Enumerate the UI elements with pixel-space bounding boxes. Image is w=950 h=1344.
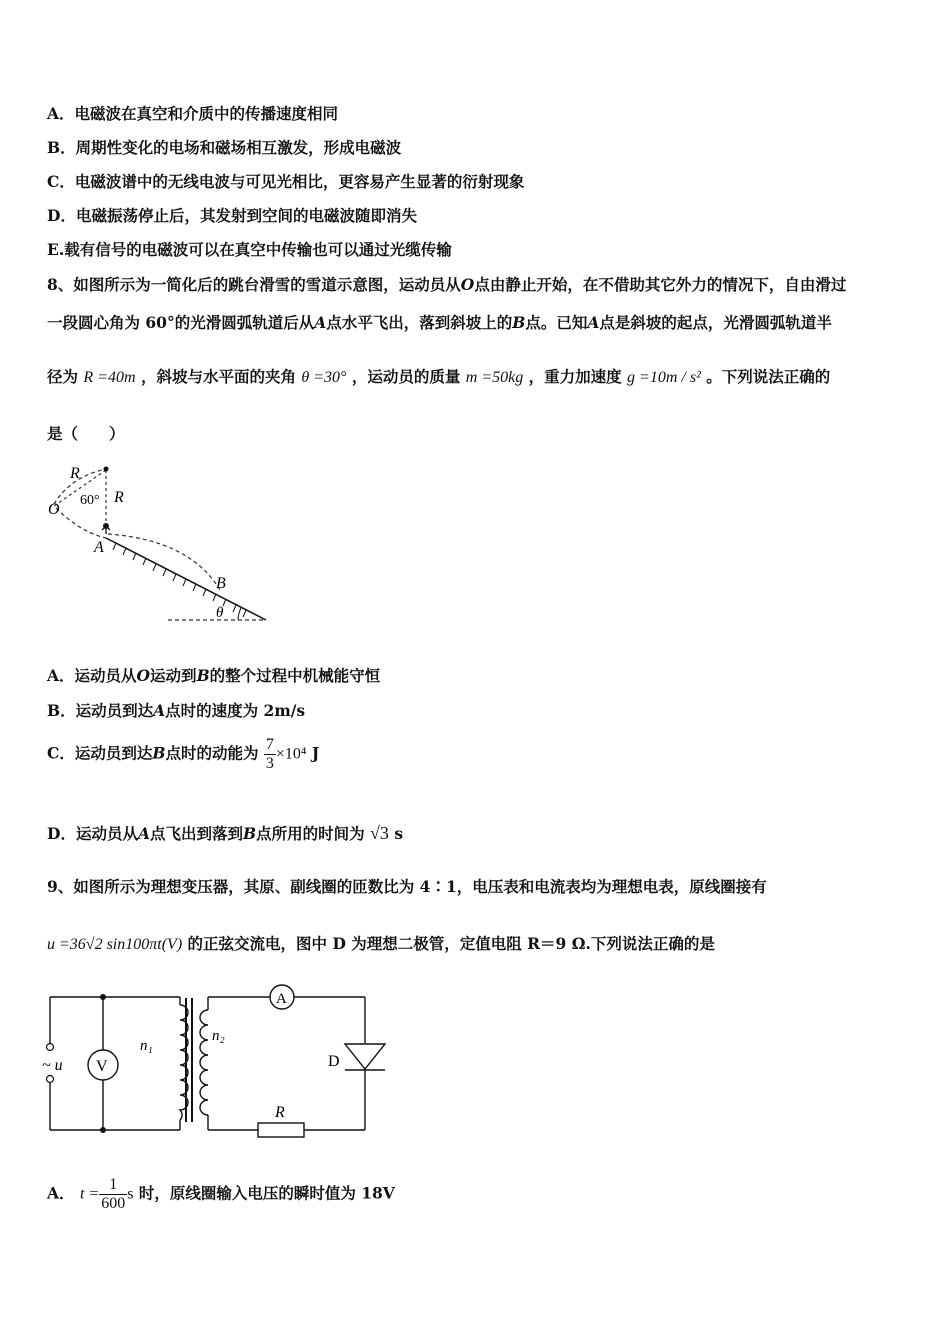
q8-text: 径为 [47, 367, 79, 386]
q8-stem-line2 [47, 311, 832, 333]
label-d: D [328, 1053, 340, 1070]
math-angle: θ =30° [301, 369, 347, 386]
q9-text: A． [47, 1183, 75, 1203]
q9-option-a [47, 1176, 395, 1213]
q8-stem-line1 [47, 273, 846, 295]
label-u: ~ u [42, 1057, 63, 1074]
q8-text: s [394, 824, 404, 843]
diode-icon [345, 1044, 385, 1069]
projectile-path [108, 534, 220, 590]
time-unit: s [127, 1185, 134, 1203]
q8-point-a: A [587, 313, 600, 332]
q8-point-b: B [196, 666, 210, 685]
q8-point-b: B [243, 824, 257, 843]
skier-icon [102, 526, 110, 534]
q8-point-a: A [137, 824, 150, 843]
power-of-ten: ×10⁴ [275, 745, 307, 763]
label-r-top: R [70, 465, 80, 482]
circular-arc-track [56, 508, 106, 538]
q8-text: C．运动员到达 [47, 743, 153, 763]
label-a: A [94, 539, 104, 556]
q8-point-b: B [152, 743, 166, 763]
q8-text: 点水平飞出，落到斜坡上的 [326, 313, 513, 332]
q8-point-o: O [136, 666, 151, 685]
q8-option-c [47, 736, 319, 773]
input-terminal [47, 1044, 54, 1051]
arc-center-dot [104, 467, 109, 472]
label-r: R [275, 1104, 285, 1121]
fraction-numerator: 7 [265, 736, 274, 753]
q8-text: 点。已知 [525, 313, 588, 332]
label-b: B [216, 575, 226, 592]
math-gravity: g =10m / s² [627, 369, 701, 386]
q9-text: 时，原线圈输入电压的瞬时值为 18V [138, 1183, 395, 1203]
q8-point-a: A [314, 313, 327, 332]
fraction-1-600 [99, 1176, 127, 1213]
q8-text: B．运动员到达 [47, 701, 154, 720]
q7-option-a: A．电磁波在真空和介质中的传播速度相同 [47, 104, 339, 123]
q8-stem-line4: 是（ ） [47, 424, 125, 443]
q9-stem-line2 [47, 932, 715, 954]
fraction-denominator: 3 [265, 755, 274, 772]
label-n2: n₂ [212, 1028, 225, 1044]
label-n1: n₁ [140, 1038, 153, 1054]
transformer-circuit-diagram [40, 980, 400, 1145]
q8-option-d [47, 822, 403, 844]
q8-option-b [47, 699, 305, 721]
q8-text: D．运动员从 [47, 824, 138, 843]
slope-hatching [113, 543, 246, 617]
math-radius: R =40m [83, 369, 136, 386]
angle-arc [238, 608, 241, 620]
q8-text: 点所用的时间为 [256, 824, 365, 843]
label-60-degrees: 60° [80, 493, 100, 508]
q8-text: 点时的速度为 2m/s [165, 701, 306, 720]
label-theta: θ [216, 605, 224, 621]
q7-option-c: C．电磁波谱中的无线电波与可见光相比，更容易产生显著的衍射现象 [47, 172, 525, 191]
q8-point-b: B [512, 313, 526, 332]
q8-text: 点飞出到落到 [149, 824, 243, 843]
q8-text: ，斜坡与水平面的夹角 [140, 367, 296, 386]
ammeter-label: A [276, 991, 287, 1007]
q7-option-e: E.载有信号的电磁波可以在真空中传输也可以通过光缆传输 [47, 240, 452, 259]
q9-stem-line1: 9、如图所示为理想变压器，其原、副线圈的匝数比为 4∶1，电压表和电流表均为理想电表，原线圈接有 [47, 877, 767, 896]
label-r-side: R [114, 489, 124, 506]
q8-text: 的整个过程中机械能守恒 [209, 666, 381, 685]
math-mass: m =50kg [465, 369, 524, 386]
q8-text: ，重力加速度 [528, 367, 622, 386]
math-time: t = [79, 1185, 100, 1203]
input-terminal [47, 1076, 54, 1083]
q8-point-o: O [460, 275, 475, 294]
sqrt-3: √3 [370, 823, 389, 843]
q8-text: ，运动员的质量 [351, 367, 461, 386]
q8-text: 点由静止开始，在不借助其它外力的情况下，自由滑过 [474, 275, 847, 294]
fraction-numerator: 1 [99, 1176, 127, 1195]
q8-text: 点时的动能为 [165, 743, 259, 763]
ski-jump-diagram [40, 460, 280, 630]
q8-text: 一段圆心角为 60°的光滑圆弧轨道后从 [47, 313, 315, 332]
q8-text: A．运动员从 [47, 666, 137, 685]
label-o: O [48, 501, 60, 518]
resistor-icon [258, 1123, 304, 1137]
q8-text: 。下列说法正确的 [706, 367, 831, 386]
q8-option-a [47, 664, 380, 686]
secondary-coil [200, 1010, 208, 1115]
junction-dot [100, 1127, 106, 1133]
junction-dot [100, 994, 106, 1000]
q8-stem-line3 [47, 365, 830, 387]
math-voltage-expression: u =36√2 sin100πt(V) [47, 936, 183, 953]
q8-text: 运动到 [150, 666, 197, 685]
q8-point-a: A [153, 701, 166, 720]
q9-text: 的正弦交流电，图中 D 为理想二极管，定值电阻 R＝9 Ω.下列说法正确的是 [187, 934, 715, 953]
q8-text: J [311, 743, 320, 763]
q8-text: 8、如图所示为一简化后的跳台滑雪的雪道示意图，运动员从 [47, 275, 461, 294]
fraction-denominator: 600 [101, 1195, 126, 1212]
voltmeter-label: V [96, 1058, 108, 1075]
fraction-7-3 [264, 736, 276, 773]
q7-option-b: B．周期性变化的电场和磁场相互激发，形成电磁波 [47, 138, 402, 157]
q7-option-d: D．电磁振荡停止后，其发射到空间的电磁波随即消失 [47, 206, 417, 225]
q8-text: 点是斜坡的起点，光滑圆弧轨道半 [599, 313, 832, 332]
